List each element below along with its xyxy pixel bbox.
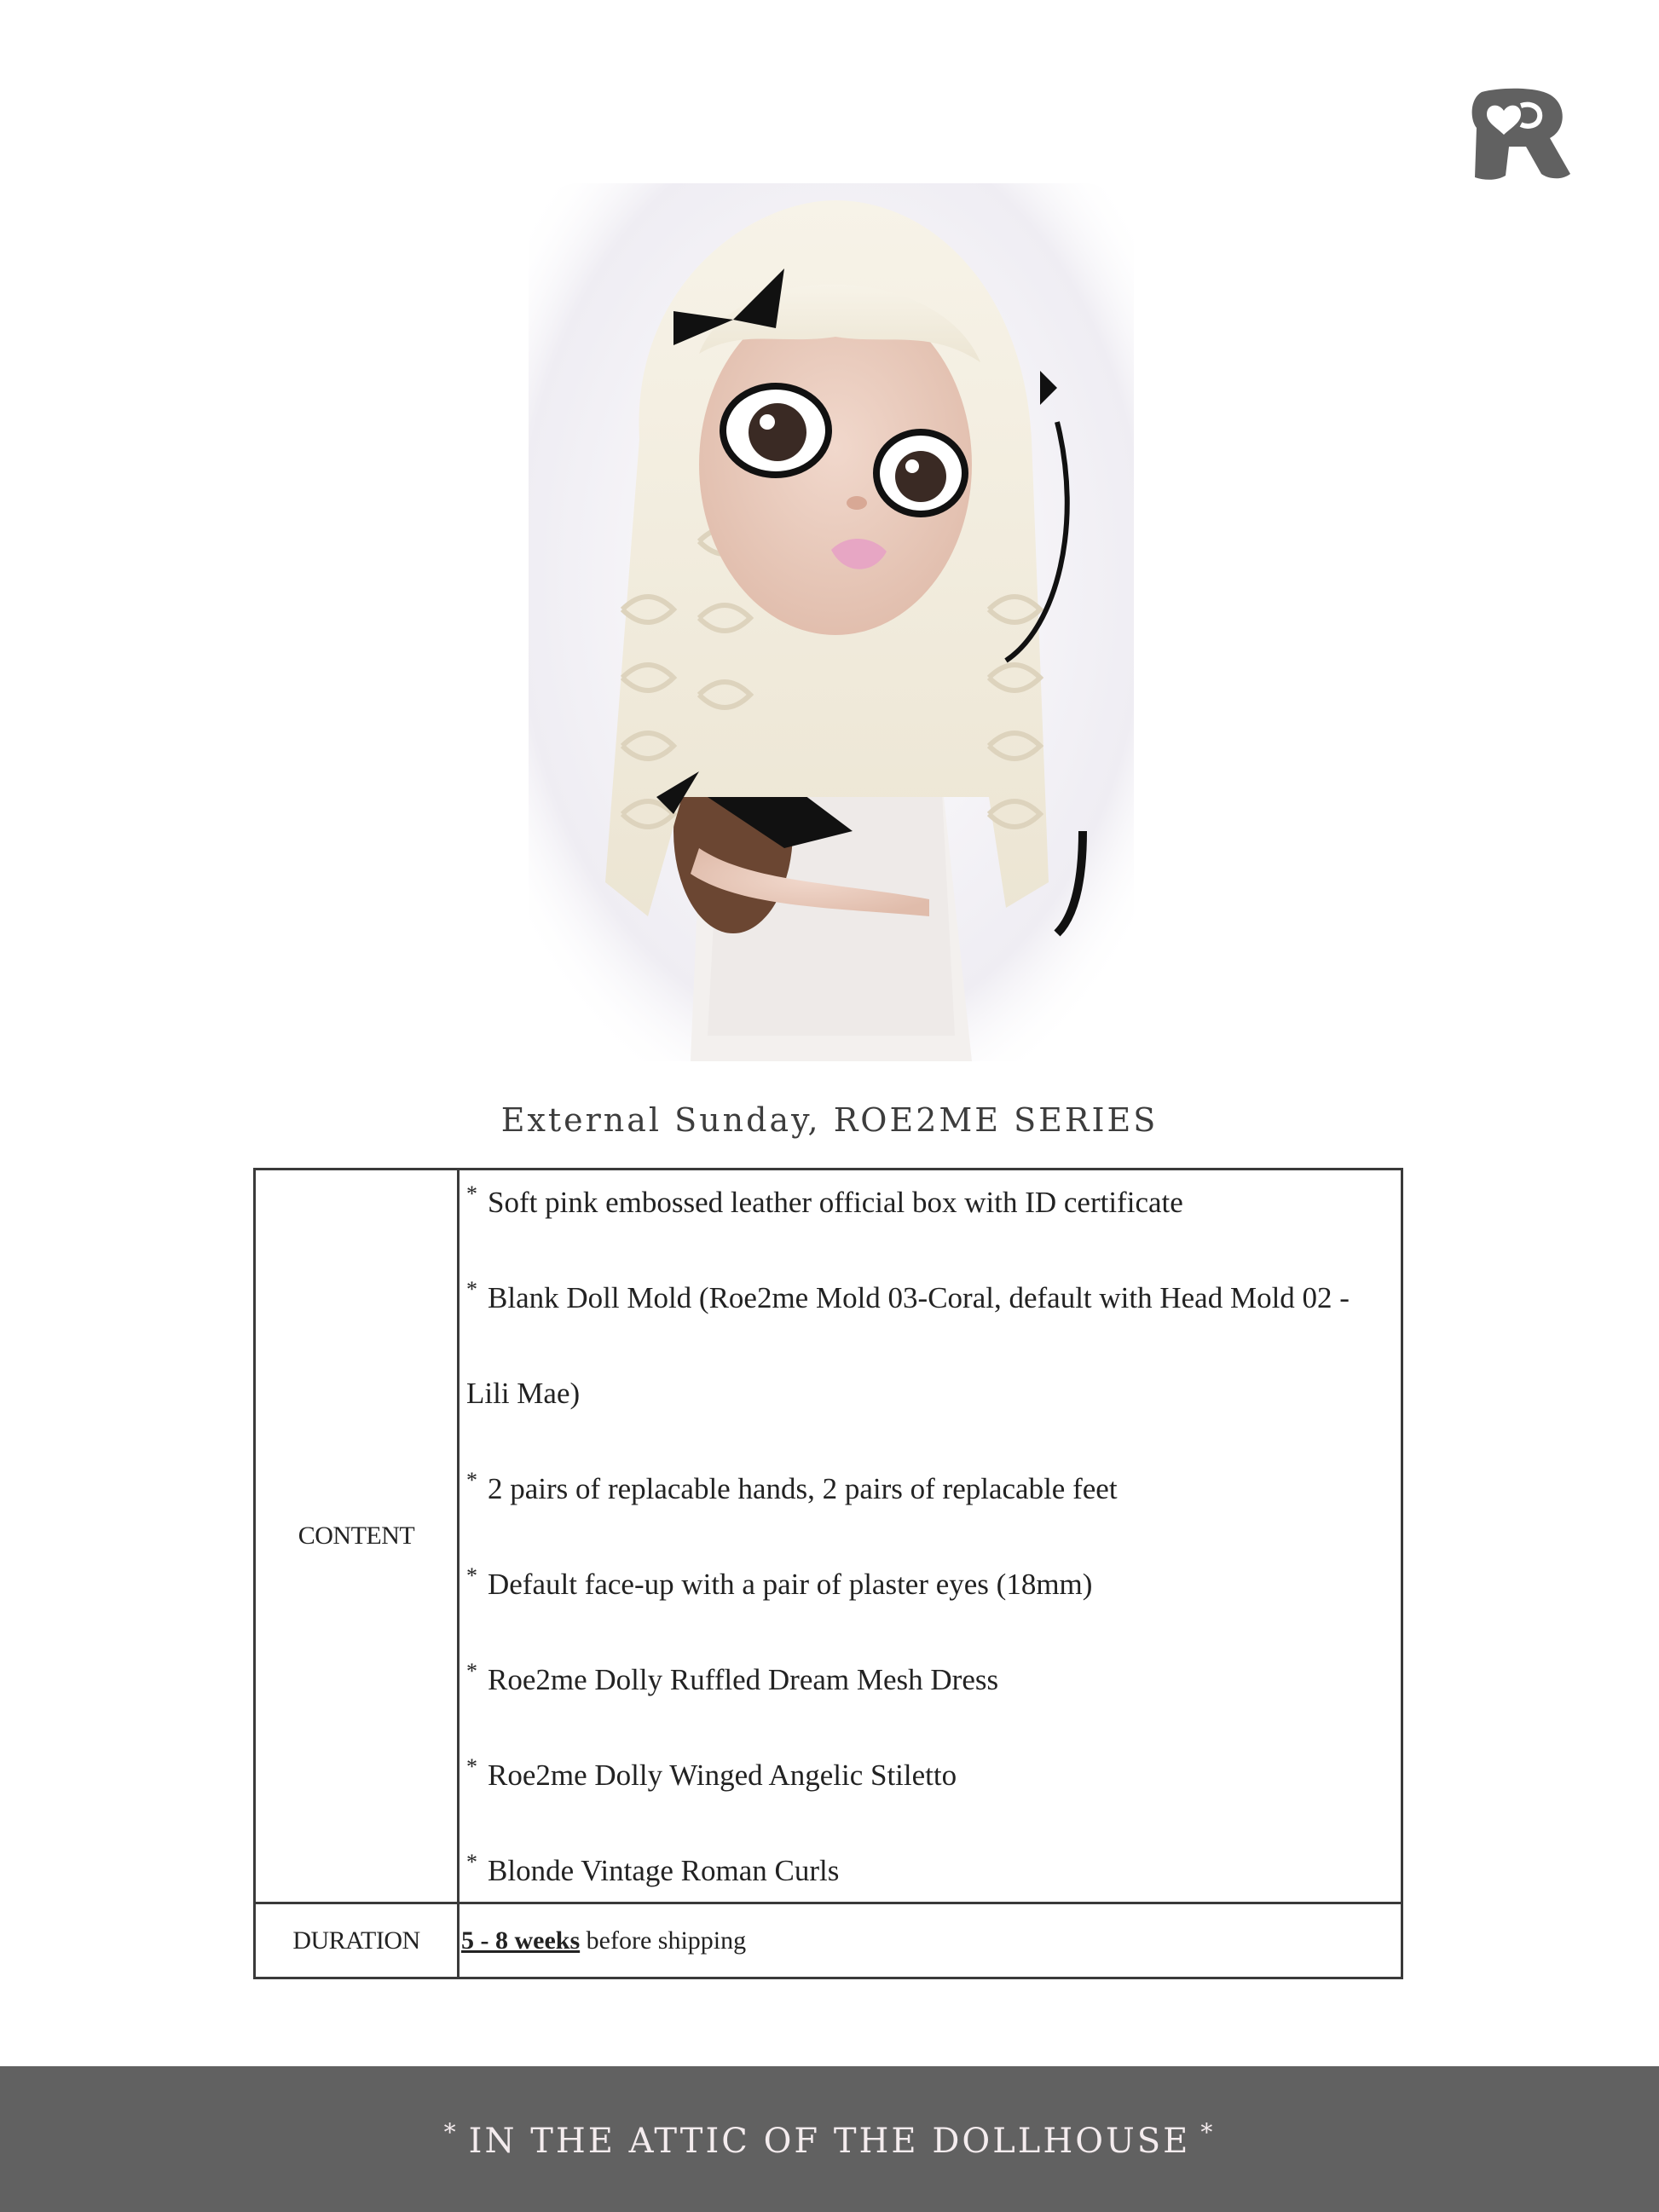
bullet-star: *	[466, 1754, 477, 1779]
footer-star-left: *	[443, 2117, 459, 2146]
list-item	[466, 1179, 1394, 1274]
content-label: CONTENT	[255, 1170, 459, 1903]
item-text: Roe2me Dolly Winged Angelic Stiletto	[488, 1759, 957, 1792]
item-text: Blonde Vintage Roman Curls	[488, 1854, 840, 1887]
bullet-star: *	[466, 1659, 477, 1684]
list-item	[466, 1752, 1394, 1847]
footer-banner	[0, 2066, 1659, 2212]
list-item	[466, 1656, 1394, 1752]
doll-photo	[529, 183, 1134, 1061]
item-text: Blank Doll Mold (Roe2me Mold 03-Coral, default with Head Mold 02 -	[488, 1281, 1350, 1314]
item-text: Lili Mae)	[466, 1377, 581, 1410]
duration-weeks: 5 - 8 weeks	[461, 1926, 581, 1955]
bullet-star: *	[466, 1181, 477, 1206]
footer-text: IN THE ATTIC OF THE DOLLHOUSE	[468, 2121, 1191, 2161]
item-text: 2 pairs of replacable hands, 2 pairs of replacable feet	[488, 1472, 1118, 1505]
duration-value	[459, 1903, 1402, 1978]
list-item	[466, 1561, 1394, 1656]
product-info-table	[253, 1168, 1403, 1979]
item-text: Roe2me Dolly Ruffled Dream Mesh Dress	[488, 1663, 999, 1696]
bullet-star: *	[466, 1468, 477, 1493]
duration-row	[255, 1903, 1402, 1978]
list-item-continuation	[466, 1370, 1394, 1465]
list-item	[466, 1465, 1394, 1561]
bullet-star: *	[466, 1277, 477, 1302]
duration-suffix: before shipping	[580, 1926, 747, 1955]
product-title: External Sunday, ROE2ME SERIES	[500, 1101, 1159, 1139]
footer-tagline	[434, 2118, 1226, 2161]
list-item	[466, 1274, 1394, 1370]
bullet-star: *	[466, 1563, 477, 1588]
brand-logo-icon	[1466, 85, 1573, 183]
duration-label: DURATION	[255, 1903, 459, 1978]
item-text: Default face-up with a pair of plaster eyes (18mm)	[488, 1568, 1093, 1601]
content-list	[459, 1170, 1402, 1903]
list-item	[466, 1847, 1394, 1898]
item-text: Soft pink embossed leather official box with ID certificate	[488, 1186, 1183, 1219]
bullet-star: *	[466, 1850, 477, 1874]
content-row	[255, 1170, 1402, 1903]
footer-star-right: *	[1200, 2117, 1216, 2146]
